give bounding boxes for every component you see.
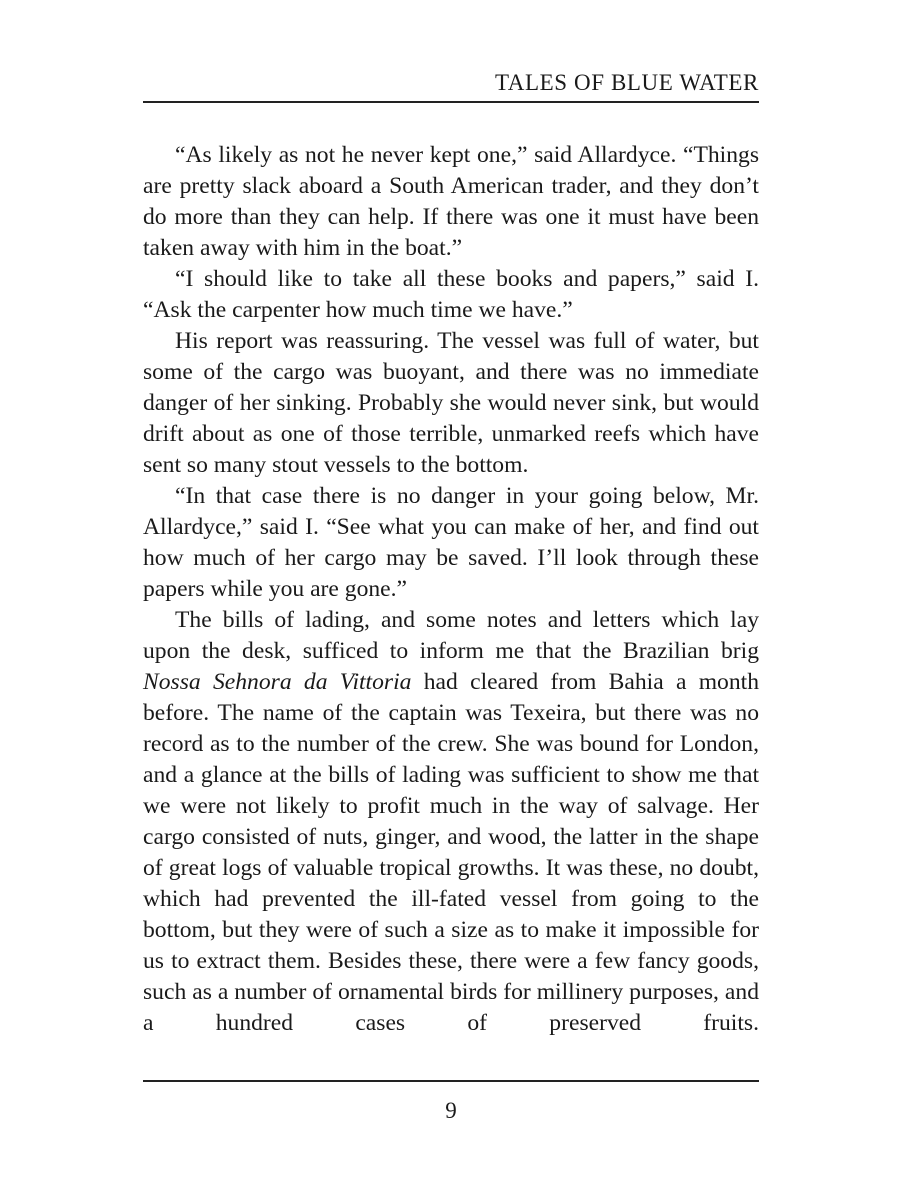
paragraph (143, 605, 759, 1039)
paragraph: “As likely as not he never kept one,” said Allardyce. “Things are pretty slack aboard a South American trader, and they don’t do more than they can help. If there was one it must have been taken away with him in the boat.” (143, 142, 759, 261)
footer-rule (143, 1080, 759, 1082)
body-text (143, 140, 759, 1039)
header-rule (143, 101, 759, 103)
paragraph-text: had cleared from Bahia a month before. The name of the captain was Texeira, but there was no record as to the number of the crew. She was bound for London, and a glance at the bills of lading was sufficient to show me that we were not likely to profit much in the way of salvage. Her cargo consisted of nuts, ginger, and wood, the latter in the shape of great logs of valuable tropical growths. It was these, no doubt, which had prevented the ill-fated vessel from going to the bottom, but they were of such a size as to make it impossible for us to extract them. Besides these, there were a few fancy goods, such as a number of ornamental birds for millinery purposes, and a hundred cases of preserved fruits. (143, 669, 760, 1036)
paragraph: “I should like to take all these books and papers,” said I. “Ask the carpenter how much time we have.” (143, 266, 759, 323)
paragraph-text: The bills of lading, and some notes and letters which lay upon the desk, sufficed to inform me that the Brazilian brig (143, 607, 759, 664)
paragraph: His report was reassuring. The vessel was full of water, but some of the cargo was buoyant, and there was no immediate danger of her sinking. Probably she would never sink, but would drift about as one of those terrible, unmarked reefs which have sent so many stout vessels to the bottom. (143, 328, 759, 478)
paragraph: “In that case there is no danger in your going below, Mr. Allardyce,” said I. “See what you can make of her, and find out how much of her cargo may be saved. I’ll look through these papers while you are gone.” (143, 483, 759, 602)
page-number: 9 (445, 1098, 457, 1123)
running-head-title: TALES OF BLUE WATER (494, 70, 759, 95)
ship-name: Nossa Sehnora da Vittoria (143, 669, 412, 695)
